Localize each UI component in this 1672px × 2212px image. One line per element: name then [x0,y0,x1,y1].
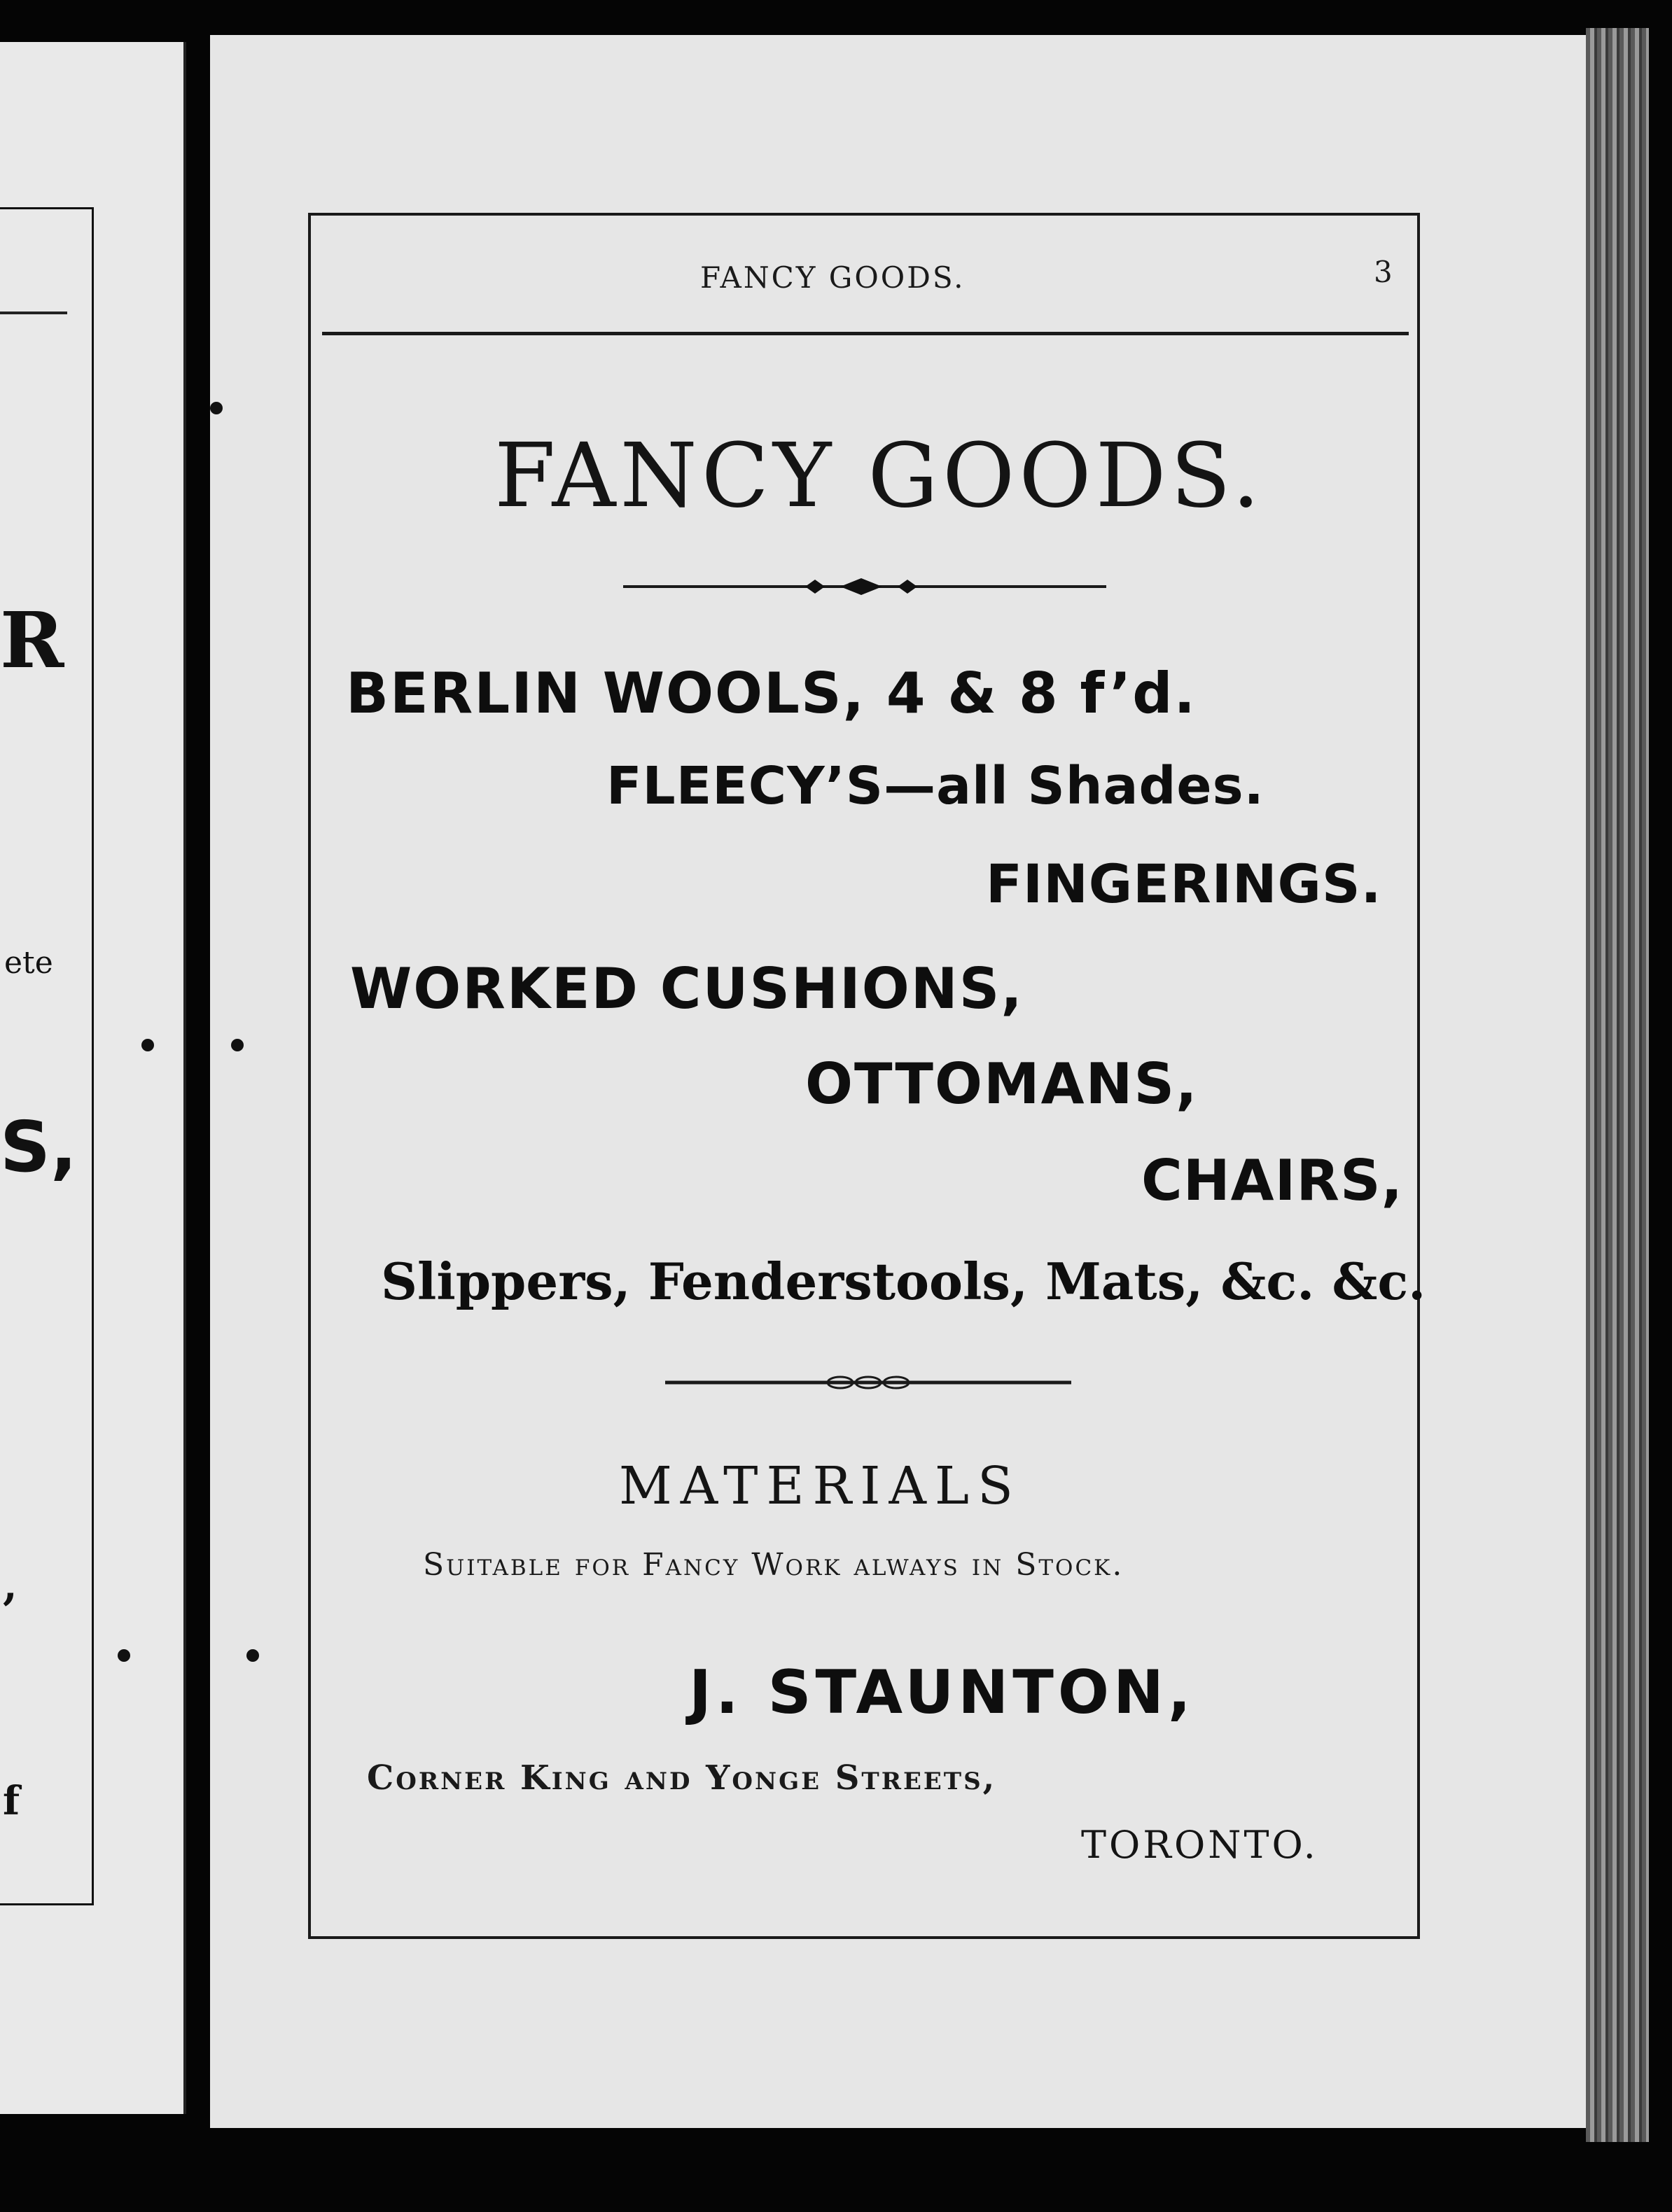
ornament-divider-icon [623,573,1106,601]
merchant-city: TORONTO. [1081,1823,1318,1867]
binding-hole [141,1039,154,1051]
merchant-address: Corner King and Yonge Streets, [367,1758,997,1798]
ad-line-ottomans: OTTOMANS, [805,1051,1199,1116]
left-fragment-text: S, [0,1106,78,1188]
left-page-border [0,207,94,1905]
materials-note: Suitable for Fancy Work always in Stock. [423,1547,1124,1583]
page-number: 3 [1374,255,1393,289]
binding-hole [231,1039,244,1051]
header-rule [322,332,1409,335]
left-page-fragment [0,42,186,2114]
left-fragment-text: , [3,1561,18,1610]
page-title: FANCY GOODS. [494,424,1265,527]
materials-heading: MATERIALS [619,1456,1022,1516]
left-fragment-text: R [0,595,64,685]
binding-hole [246,1649,259,1662]
left-page-rule [0,312,67,314]
ad-line-berlin-wools: BERLIN WOOLS, 4 & 8 f’d. [346,661,1197,726]
merchant-name: J. STAUNTON, [689,1658,1195,1728]
page-edges [1586,28,1649,2142]
running-head: FANCY GOODS. [700,260,966,295]
ad-line-fingerings: FINGERINGS. [986,853,1382,915]
ad-line-slippers: Slippers, Fenderstools, Mats, &c. &c. [381,1252,1426,1311]
ornament-divider-icon [665,1372,1071,1393]
ad-line-chairs: CHAIRS, [1141,1148,1403,1213]
binding-hole [118,1649,130,1662]
left-fragment-text: ete [4,945,53,981]
binding-hole [210,402,223,414]
left-fragment-text: f [3,1778,20,1824]
ad-line-worked-cushions: WORKED CUSHIONS, [350,956,1024,1021]
ad-line-fleecys: FLEECY’S—all Shades. [606,756,1265,816]
